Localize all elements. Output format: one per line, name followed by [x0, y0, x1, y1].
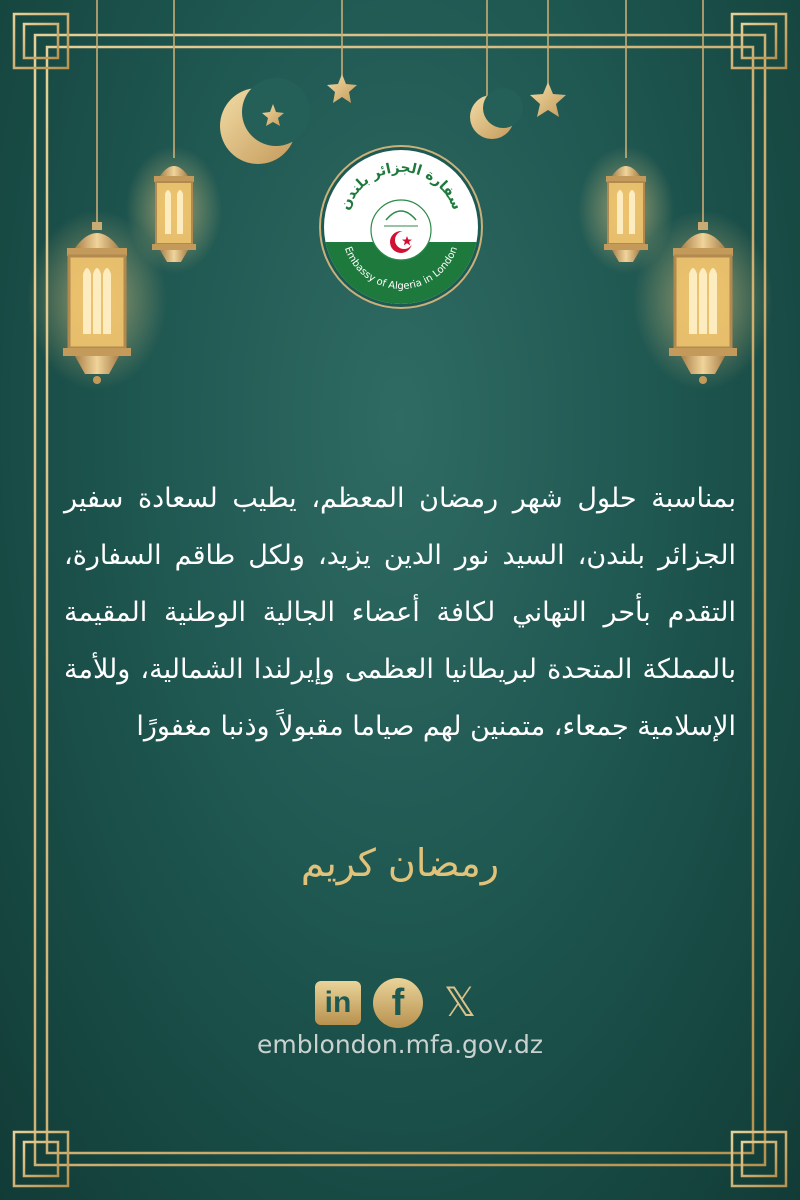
facebook-icon[interactable]: [373, 978, 423, 1028]
corner-knot-bl: [14, 1132, 68, 1186]
linkedin-icon[interactable]: [315, 981, 361, 1025]
greeting-message: بمناسبة حلول شهر رمضان المعظم، يطيب لسعادة سفير الجزائر بلندن، السيد نور الدين يزيد، ولكل طاقم السفارة، التقدم بأحر التهاني لكافة أعضاء الجالية الوطنية المقيمة بالمملكة المتحدة لبريطانيا العظمى وإيرلندا الشمالية، وللأمة الإسلامية جمعاء، متمنين لهم صياما مقبولاً وذنبا مغفورًا: [64, 483, 736, 742]
crescent-moon-left: [220, 78, 310, 164]
social-links: [315, 978, 485, 1028]
star-icon: [530, 82, 566, 117]
lantern-icon: [152, 166, 196, 262]
emblem-english-name: Embassy of Algeria in London: [341, 245, 461, 293]
embassy-logo: [324, 150, 478, 304]
crescent-moon-right: [470, 88, 523, 139]
emblem-arabic-name: سفارة الجزائر بلندن: [337, 159, 465, 213]
algeria-emblem-icon: [371, 200, 431, 260]
website-url[interactable]: emblondon.mfa.gov.dz: [256, 1030, 544, 1059]
linkedin-glyph: in: [324, 986, 352, 1019]
corner-knot-br: [732, 1132, 786, 1186]
x-icon[interactable]: [435, 978, 485, 1028]
ramadan-kareem-title: رمضان كريم: [300, 841, 500, 885]
star-icon: [327, 74, 357, 103]
x-glyph: 𝕏: [443, 980, 477, 1026]
lantern-icon: [604, 166, 648, 262]
facebook-glyph: f: [391, 982, 405, 1024]
